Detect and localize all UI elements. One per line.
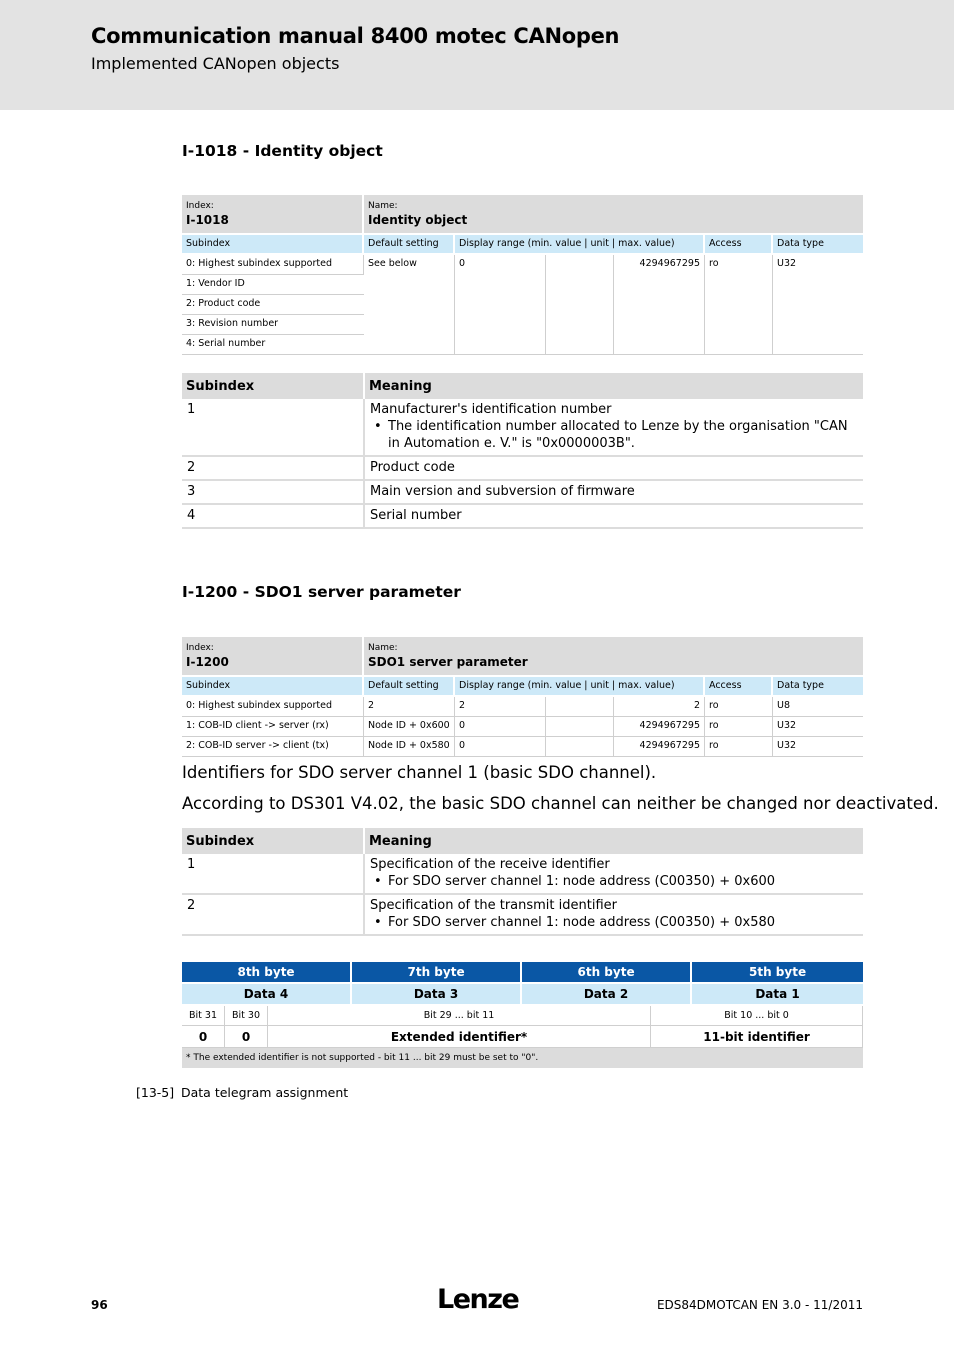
byte-8: 8th byte: [182, 962, 352, 984]
page-number: 96: [91, 1298, 108, 1312]
object-table-1018: [182, 195, 863, 355]
name-cell: Name: Identity object: [364, 195, 863, 235]
table-row: 1: COB-ID client -> server (rx) Node ID + 0x600 0 4294967295 ro U32: [182, 717, 863, 737]
col-default: Default setting: [364, 677, 455, 697]
byte-5: 5th byte: [692, 962, 863, 984]
table-row: 2 Specification of the transmit identifier • For SDO server channel 1: node address (C00350) + 0x580: [182, 894, 863, 935]
col-type: Data type: [773, 235, 863, 255]
index-cell: Index: I-1018: [182, 195, 364, 235]
document-title: Communication manual 8400 motec CANopen: [91, 24, 620, 48]
col-range: Display range (min. value | unit | max. value): [455, 677, 705, 697]
type-value: U32: [773, 255, 863, 355]
table-row: 0: Highest subindex supported 2 2 2 ro U8: [182, 697, 863, 717]
bits-10-0: Bit 10 ... bit 0: [651, 1006, 863, 1026]
col-subindex: Subindex: [182, 235, 364, 255]
subindex-3: 3: Revision number: [182, 315, 364, 335]
bullet-item: • For SDO server channel 1: node address (C00350) + 0x580: [388, 914, 858, 931]
bits-29-11: Bit 29 ... bit 11: [268, 1006, 651, 1026]
col-subindex: Subindex: [182, 677, 364, 697]
data-3: Data 3: [352, 984, 522, 1006]
telegram-table: [182, 962, 863, 1068]
lenze-logo: Lenze: [437, 1284, 519, 1315]
max-value: 4294967295: [614, 255, 705, 355]
paragraph-ds301: According to DS301 V4.02, the basic SDO channel can neither be changed nor deactivated.: [182, 794, 939, 813]
col-access: Access: [705, 235, 773, 255]
subindex-4: 4: Serial number: [182, 335, 364, 355]
data-4: Data 4: [182, 984, 352, 1006]
data-1: Data 1: [692, 984, 863, 1006]
document-id: EDS84DMOTCAN EN 3.0 - 11/2011: [656, 1298, 863, 1312]
subindex-2: 2: Product code: [182, 295, 364, 315]
byte-6: 6th byte: [522, 962, 692, 984]
min-value: 0: [455, 255, 546, 355]
meaning-col-meaning: Meaning: [364, 373, 863, 399]
table-row: 1 Manufacturer's identification number • The identification number allocated to Lenze by the organisation "CAN in Automation e. V." is "0x0000003B".: [182, 399, 863, 456]
caption-text: Data telegram assignment: [181, 1085, 349, 1100]
byte-7: 7th byte: [352, 962, 522, 984]
col-default: Default setting: [364, 235, 455, 255]
standard-identifier: 11-bit identifier: [651, 1026, 863, 1048]
access-value: ro: [705, 255, 773, 355]
table-row: 2: COB-ID server -> client (tx) Node ID + 0x580 0 4294967295 ro U32: [182, 737, 863, 757]
table-row: 1 Specification of the receive identifier • For SDO server channel 1: node address (C00350) + 0x600: [182, 854, 863, 894]
page-header: [0, 0, 954, 110]
caption-number: [13-5]: [136, 1085, 175, 1100]
section-title-1200: I-1200 - SDO1 server parameter: [182, 583, 461, 601]
name-cell: Name: SDO1 server parameter: [364, 637, 863, 677]
meaning-table-1018: [182, 373, 863, 529]
extended-identifier: Extended identifier*: [268, 1026, 651, 1048]
bullet-item: • The identification number allocated to Lenze by the organisation "CAN in Automation e. V." is "0x0000003B".: [388, 418, 858, 452]
bit-31: Bit 31: [182, 1006, 225, 1026]
index-cell: Index: I-1200: [182, 637, 364, 677]
bit-30-value: 0: [225, 1026, 268, 1048]
telegram-note: * The extended identifier is not supported - bit 11 ... bit 29 must be set to "0".: [182, 1048, 863, 1068]
col-access: Access: [705, 677, 773, 697]
col-range: Display range (min. value | unit | max. value): [455, 235, 705, 255]
table-row: 4 Serial number: [182, 504, 863, 528]
section-title-1018: I-1018 - Identity object: [182, 142, 383, 160]
bullet-item: • For SDO server channel 1: node address (C00350) + 0x600: [388, 873, 858, 890]
unit-value: [546, 255, 614, 355]
document-subtitle: Implemented CANopen objects: [91, 54, 340, 73]
bit-31-value: 0: [182, 1026, 225, 1048]
meaning-col-meaning: Meaning: [364, 828, 863, 854]
figure-caption: [136, 1085, 348, 1100]
meaning-col-subindex: Subindex: [182, 828, 364, 854]
paragraph-identifiers: Identifiers for SDO server channel 1 (basic SDO channel).: [182, 763, 657, 782]
default-value: See below: [364, 255, 455, 355]
data-2: Data 2: [522, 984, 692, 1006]
table-row: 3 Main version and subversion of firmware: [182, 480, 863, 504]
object-table-1200: [182, 637, 863, 757]
meaning-table-1200: [182, 828, 863, 936]
table-row: 2 Product code: [182, 456, 863, 480]
subindex-0: 0: Highest subindex supported: [182, 255, 364, 275]
bit-30: Bit 30: [225, 1006, 268, 1026]
col-type: Data type: [773, 677, 863, 697]
subindex-1: 1: Vendor ID: [182, 275, 364, 295]
meaning-col-subindex: Subindex: [182, 373, 364, 399]
